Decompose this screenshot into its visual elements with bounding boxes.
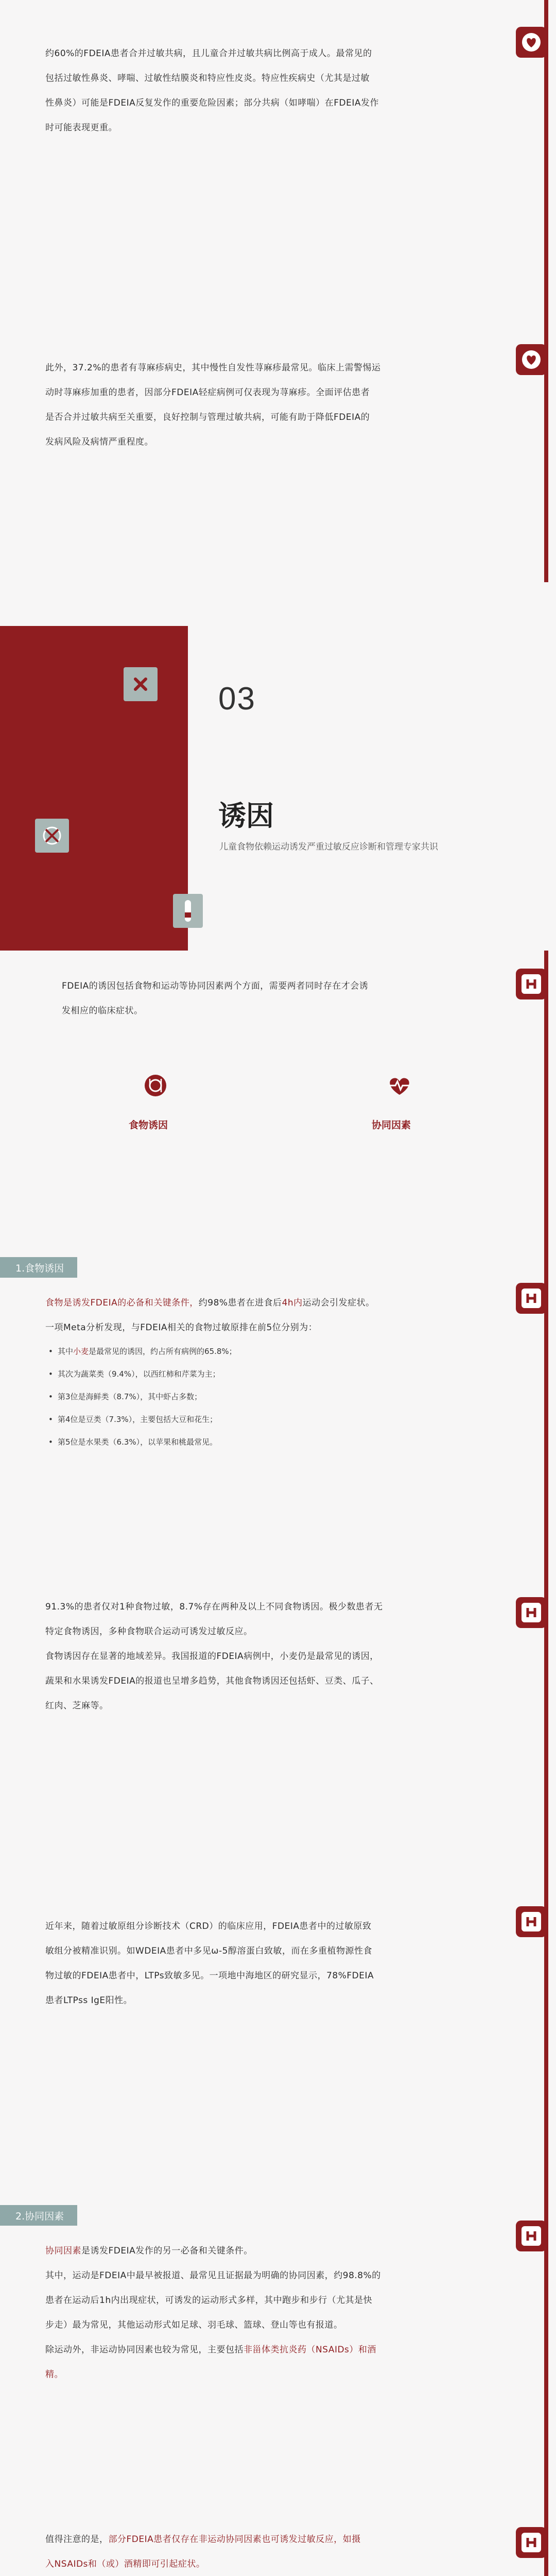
text-line: 动时荨麻疹加重的患者，因部分FDEIA轻症病例可仅表现为荨麻疹。全面评估患者	[45, 387, 370, 398]
nsaid-line	[45, 2337, 498, 2362]
food-variety-paragraph	[45, 1595, 498, 1718]
heart-icon	[521, 32, 542, 53]
text-line: 其中，运动是FDEIA中最早被报道、最常见且证据最为明确的协同因素，约98.8%的	[45, 2270, 381, 2281]
list-item: • 第4位是豆类（7.3%），主要包括大豆和花生；	[45, 1408, 498, 1431]
chapter-title: 诱因	[218, 800, 274, 832]
text-line: 性鼻炎）可能是FDEIA反复发作的重要危险因素；部分共病（如哮喘）在FDEIA发作	[45, 98, 379, 108]
cross-chip	[124, 667, 158, 701]
text-line: 包括过敏性鼻炎、哮喘、过敏性结膜炎和特应性皮炎。特应性疾病史（尤其是过敏	[45, 73, 370, 83]
body-text: 是诱发FDEIA发作的另一必备和关键条件。	[81, 2246, 253, 2256]
crd-paragraph	[45, 1914, 498, 2013]
highlight-text: 协同因素	[45, 2246, 81, 2256]
text-line: 红肉、芝麻等。	[45, 1701, 109, 1711]
text-line: 步走）最为常见，其他运动形式如足球、羽毛球、篮球、登山等也有报道。	[45, 2320, 343, 2330]
food-trigger-label: 食物诱因	[129, 1120, 168, 1131]
body-text: 运动会引发症状。	[302, 1298, 375, 1308]
heart-icon	[521, 349, 542, 370]
text-line: 敏组分被精准识别。如WDEIA患者中多见ω-5醇溶蛋白致敏，而在多重植物源性食	[45, 1946, 372, 1956]
h-badge	[516, 2221, 547, 2251]
h-badge	[516, 1597, 547, 1628]
highlight-text: 入NSAIDs和（或）酒精即可引起症状。	[45, 2559, 205, 2569]
pattern-icon	[41, 824, 63, 847]
list-item: • 第5位是水果类（6.3%），以苹果和桃最常见。	[45, 1431, 498, 1453]
section-label-food: 1.食物诱因	[0, 1257, 77, 1278]
food-key-line	[45, 1291, 498, 1315]
h-icon	[522, 2226, 541, 2246]
text-line: 近年来，随着过敏原组分诊断技术（CRD）的临床应用，FDEIA患者中的过敏原致	[45, 1921, 372, 1931]
highlight-text: 部分FDEIA患者仅存在非运动协同因素也可诱发过敏反应，如摄	[108, 2534, 361, 2545]
comorbidity-paragraph	[45, 41, 498, 140]
bandage-chip	[173, 894, 203, 928]
food-trigger-content	[45, 1291, 498, 1453]
heart-badge	[516, 27, 547, 58]
cofactor-notes	[45, 2527, 498, 2576]
chapter-subtitle: 儿童食物依赖运动诱发严重过敏反应诊断和管理专家共识	[219, 842, 438, 852]
text-line: 是否合并过敏共病至关重要，良好控制与管理过敏共病，可能有助于降低FDEIA的	[45, 412, 370, 422]
h-icon	[522, 2533, 541, 2552]
triggers-intro	[62, 974, 484, 1023]
body-text: 除运动外，非运动协同因素也较为常见，主要包括	[45, 2345, 244, 2355]
list-item: • 其中小麦是最常见的诱因，约占所有病例的65.8%；	[45, 1340, 498, 1363]
text-line: 91.3%的患者仅对1种食物过敏，8.7%存在两种及以上不同食物诱因。极少数患者无	[45, 1602, 383, 1612]
text-line: 物过敏的FDEIA患者中，LTPs致敏多见。一项地中海地区的研究显示，78%FDEIA	[45, 1971, 374, 1981]
highlight-text: 精。	[45, 2369, 63, 2380]
body-text: 约98%患者在进食后	[198, 1298, 282, 1308]
cofactor-trigger-label: 协同因素	[372, 1120, 411, 1131]
urticaria-paragraph	[45, 355, 498, 454]
meta-analysis-line: 一项Meta分析发现，与FDEIA相关的食物过敏原排在前5位分别为：	[45, 1323, 318, 1333]
x-icon	[131, 675, 150, 693]
text-line: 发病风险及病情严重程度。	[45, 437, 153, 447]
section-label-cofactor: 2.协同因素	[0, 2205, 77, 2226]
cofactor-key-line	[45, 2239, 498, 2263]
cofactor-content	[45, 2239, 498, 2387]
text-line: FDEIA的诱因包括食物和运动等协同因素两个方面，需要两者同时存在才会诱	[62, 981, 369, 991]
text-line: 食物诱因存在显著的地域差异。我国报道的FDEIA病例中，小麦仍是最常见的诱因，	[45, 1651, 379, 1662]
h-icon	[522, 1289, 541, 1308]
pattern-chip	[35, 819, 69, 853]
text-line: 特定食物诱因，多种食物联合运动可诱发过敏反应。	[45, 1626, 253, 1637]
text-line: 此外，37.2%的患者有荨麻疹病史，其中慢性自发性荨麻疹最常见。临床上需警惕运	[45, 363, 381, 373]
bandage-icon	[181, 899, 195, 923]
right-accent-bar	[544, 0, 548, 582]
text-line: 患者在运动后1h内出现症状，可诱发的运动形式多样，其中跑步和步行（尤其是快	[45, 2295, 373, 2306]
h-badge	[516, 1283, 547, 1314]
h-icon	[522, 1912, 541, 1931]
text-line: 蔬果和水果诱发FDEIA的报道也呈增多趋势，其他食物诱因还包括虾、豆类、瓜子、	[45, 1676, 379, 1686]
text-line: 发相应的临床症状。	[62, 1006, 143, 1016]
heart-badge	[516, 344, 547, 375]
text-line: 患者LTPss IgE阳性。	[45, 1995, 133, 2006]
text-line: 时可能表现更重。	[45, 123, 117, 133]
h-badge	[516, 2527, 547, 2558]
heartbeat-icon	[385, 1074, 414, 1097]
h-badge	[516, 969, 547, 999]
body-text: 值得注意的是，	[45, 2534, 109, 2545]
note-line	[45, 2527, 498, 2552]
highlight-text: 4h内	[282, 1298, 303, 1308]
chapter-number: 03	[218, 681, 256, 717]
food-icon	[144, 1074, 167, 1097]
allergen-list	[45, 1340, 498, 1453]
h-icon	[522, 1603, 541, 1622]
right-accent-bar	[544, 951, 548, 2576]
h-badge	[516, 1906, 547, 1937]
highlight-text: 食物是诱发FDEIA的必备和关键条件，	[45, 1298, 199, 1308]
list-item: • 其次为蔬菜类（9.4%），以西红柿和芹菜为主；	[45, 1363, 498, 1385]
h-icon	[522, 974, 541, 994]
list-item: • 第3位是海鲜类（8.7%），其中虾占多数；	[45, 1385, 498, 1408]
highlight-text: 非甾体类抗炎药（NSAIDs）和酒	[244, 2345, 376, 2355]
chapter-red-panel	[0, 626, 188, 951]
text-line: 约60%的FDEIA患者合并过敏共病，且儿童合并过敏共病比例高于成人。最常见的	[45, 48, 372, 59]
chapter-03-header	[0, 626, 556, 951]
